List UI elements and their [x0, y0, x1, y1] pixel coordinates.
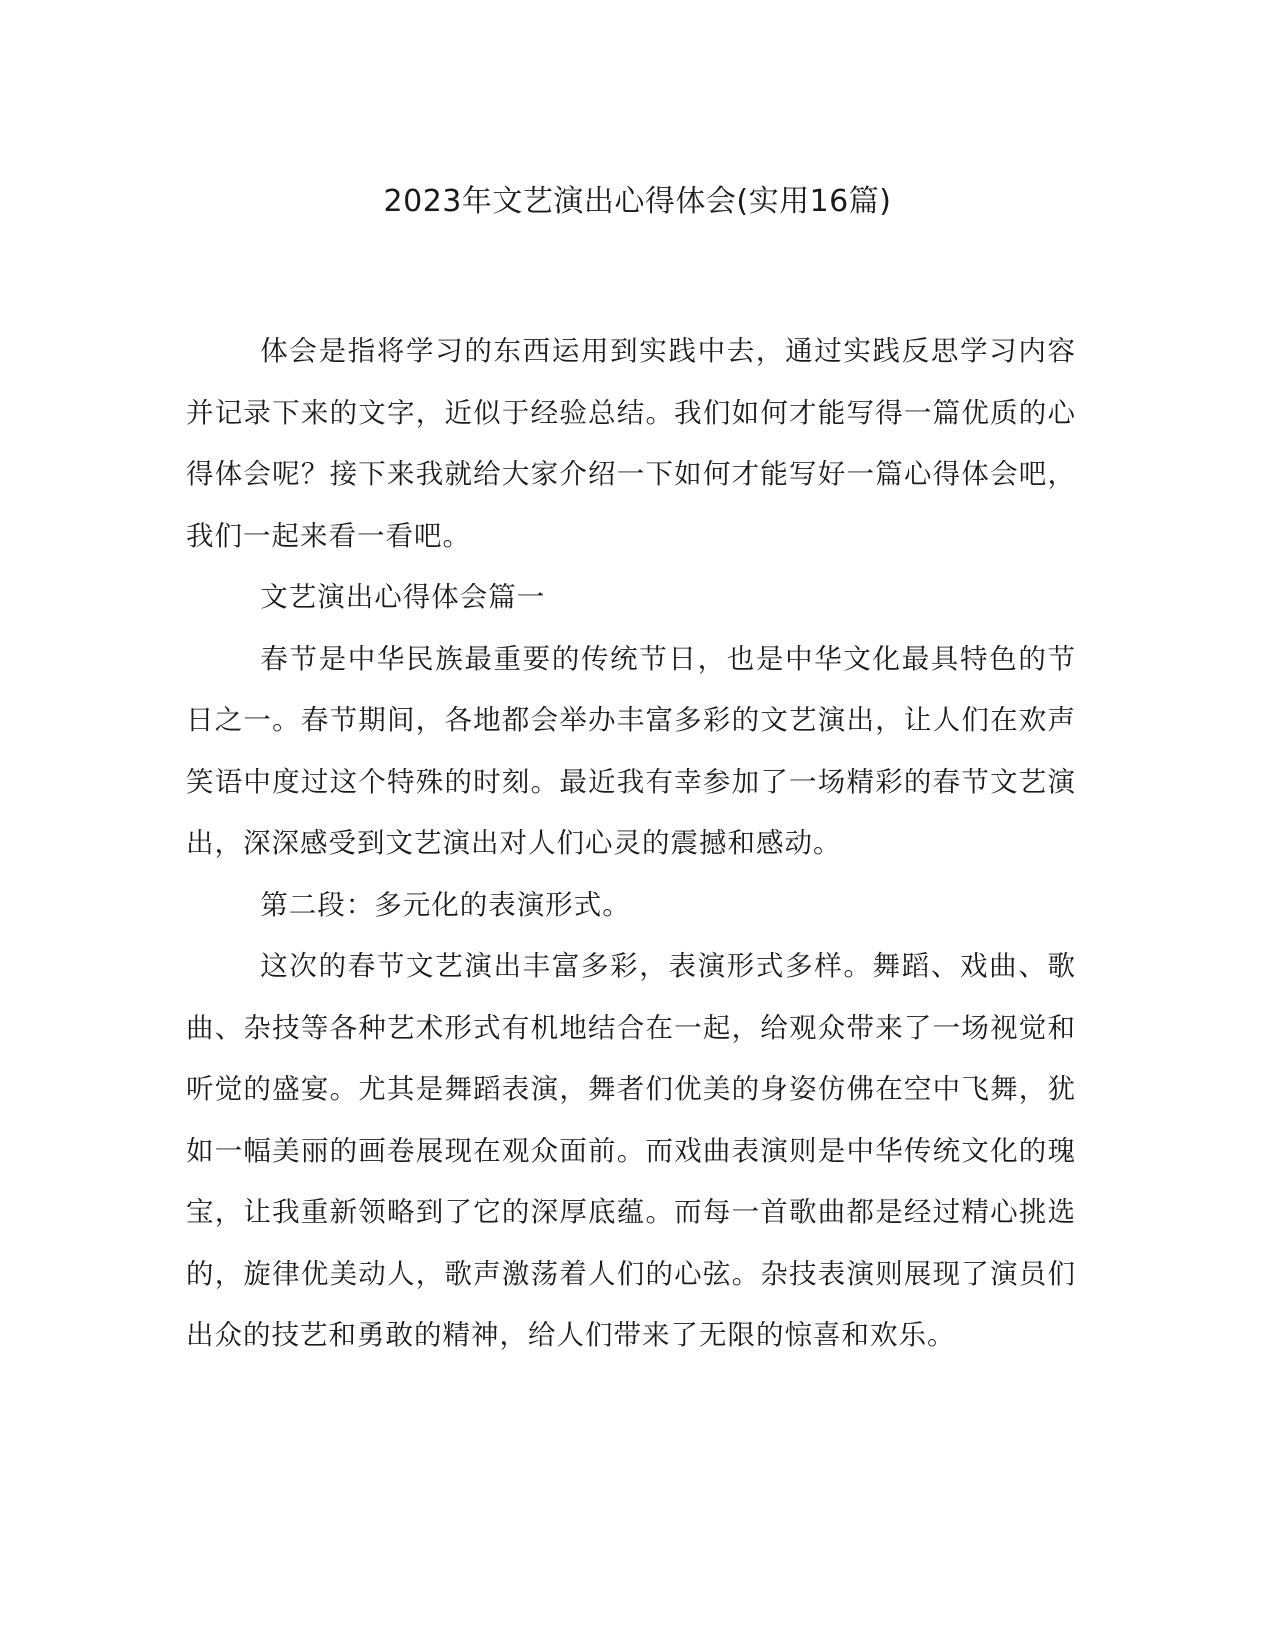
document-title: 2023年文艺演出心得体会(实用16篇) [383, 184, 892, 219]
body-paragraph: 春节是中华民族最重要的传统节日，也是中华文化最具特色的节日之一。春节期间，各地都会举办丰富多彩的文艺演出，让人们在欢声笑语中度过这个特殊的时刻。最近我有幸参加了一场精彩的春节文艺演出，深深感受到文艺演出对人们心灵的震撼和感动。 [186, 642, 1076, 859]
intro-paragraph: 体会是指将学习的东西运用到实践中去，通过实践反思学习内容并记录下来的文字，近似于经验总结。我们如何才能写得一篇优质的心得体会呢？接下来我就给大家介绍一下如何才能写好一篇心得体会吧，我们一起来看一看吧。 [186, 335, 1076, 552]
body-paragraph: 这次的春节文艺演出丰富多彩，表演形式多样。舞蹈、戏曲、歌曲、杂技等各种艺术形式有机地结合在一起，给观众带来了一场视觉和听觉的盛宴。尤其是舞蹈表演，舞者们优美的身姿仿佛在空中飞舞，犹如一幅美丽的画卷展现在观众面前。而戏曲表演则是中华传统文化的瑰宝，让我重新领略到了它的深厚底蕴。而每一首歌曲都是经过精心挑选的，旋律优美动人，歌声激荡着人们的心弦。杂技表演则展现了演员们出众的技艺和勇敢的精神，给人们带来了无限的惊喜和欢乐。 [186, 950, 1076, 1351]
subsection-heading: 第二段：多元化的表演形式。 [260, 888, 631, 921]
section-heading: 文艺演出心得体会篇一 [260, 581, 546, 613]
document-body [186, 321, 1076, 1367]
